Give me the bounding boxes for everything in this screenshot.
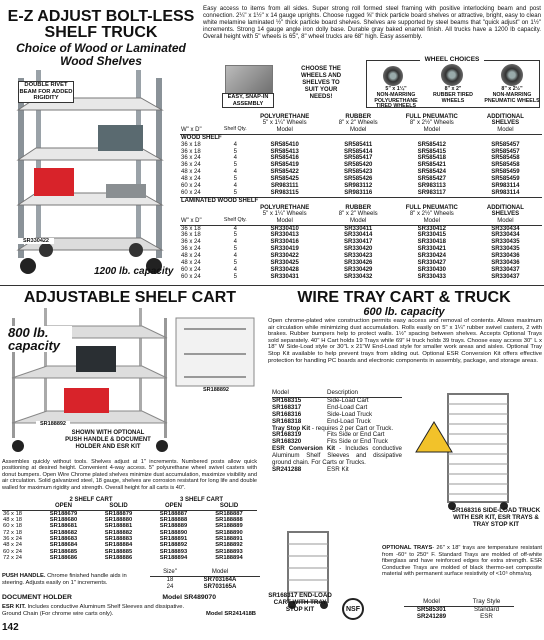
- table-cell: SR983117: [417, 189, 446, 196]
- esr-model: SR241288: [272, 465, 302, 473]
- table-cell: SR330437: [491, 273, 520, 280]
- model-label: Model: [423, 126, 440, 133]
- table-cell: SR330418: [417, 239, 446, 246]
- shown-caption: SHOWN WITH OPTIONAL PUSH HANDLE & DOCUMENT HOLDER AND ESR KIT: [65, 430, 151, 450]
- table-cell: 4: [233, 155, 238, 162]
- model-label: Model: [497, 126, 514, 133]
- description-head: Description: [327, 389, 358, 396]
- table-cell: SR188686: [49, 554, 78, 561]
- table-cell: 36 x 18: [3, 510, 23, 517]
- table-cell: 48 x 24: [181, 253, 201, 260]
- table-cell: SR585418: [417, 155, 446, 162]
- table-cell: 5: [233, 232, 238, 239]
- subtitle-line-1: Choice of Wood or Laminated: [16, 41, 186, 55]
- table-cell: SR188888: [159, 517, 188, 524]
- table-cell: 60 x 24: [181, 183, 201, 190]
- item-description: Side-Load Truck: [327, 410, 373, 418]
- table-cell: SR585417: [344, 155, 373, 162]
- table-cell: 4: [233, 225, 238, 232]
- item-description: End-Load Truck: [327, 417, 371, 425]
- table-cell: SR330430: [417, 266, 446, 273]
- table-cell: SR188891: [215, 536, 243, 542]
- table-cell: SR188893: [159, 548, 188, 555]
- table-cell: 5: [233, 246, 238, 253]
- model-label: Model: [497, 217, 514, 224]
- table-row: [180, 162, 542, 169]
- shelf-qty-label: Shelf Qty.: [223, 217, 247, 224]
- table-cell: SR330417: [344, 239, 373, 246]
- table-cell: 5: [233, 176, 238, 183]
- table-cell: 48 x 18: [3, 517, 23, 524]
- table-cell: SR188887: [159, 510, 188, 517]
- table-cell: SR330431: [270, 273, 299, 280]
- table-cell: SR983114: [491, 189, 520, 196]
- table-cell: 4: [233, 253, 238, 260]
- table-row: [180, 190, 542, 197]
- col-head-pneumatic: FULL PNEUMATIC 8" x 2½" Wheels: [405, 114, 458, 127]
- item-description: Fits Side or End Truck: [327, 438, 388, 446]
- table-cell: 48 x 24: [3, 542, 23, 549]
- cart-description: Assembles quickly without tools. Shelves adjust at 1" increments. Numbered posts allow quick positioning at desired height. Convenient 4-way access. 5" polyurethane wheel swivel casters with donut bumpers. Open Wire Chrome plated shelves minimize dust accumulation, maximize visibility and air circulation. Solid galvanized steel, 18 gauge, shelves are corrosion resistant for long life and double walled for maximum rigidity and strength. Overall height for all carts is 40".: [2, 459, 257, 491]
- wire-tray-model-table: [272, 390, 402, 474]
- table-cell: SR585419: [270, 162, 299, 169]
- table-cell: 36 x 24: [181, 162, 201, 169]
- table-cell: SR330423: [344, 253, 373, 260]
- table-cell: 5: [233, 148, 238, 155]
- table-cell: SR188894: [159, 554, 188, 561]
- table-cell: SR330426: [344, 260, 373, 267]
- esr-conversion-kit: ESR Conversion Kit - Includes conductive Aluminum Shelf Sleeves and dissipative ground chain. For Carts or Trucks.: [272, 445, 402, 467]
- table-row: [180, 274, 542, 281]
- wheel-choices-title: WHEEL CHOICES: [420, 56, 484, 63]
- table-cell: SR330434: [491, 225, 520, 232]
- truck-model-table: [180, 114, 542, 281]
- page-number: 142: [2, 622, 19, 633]
- table-cell: SR188880: [104, 517, 133, 524]
- model-label: Model: [423, 217, 440, 224]
- table-cell: 36 x 18: [181, 141, 201, 148]
- tray-model-head: Model: [423, 598, 440, 605]
- table-cell: SR330411: [344, 225, 373, 232]
- table-cell: 5: [233, 260, 238, 267]
- push-model: SR703165A: [203, 583, 237, 590]
- table-cell: 5: [233, 273, 238, 280]
- wire-tray-description: Open chrome-plated wire construction permits easy access and removal of contents. Allows maximum air circulation while minimizing dust accumulation. Rolls easily on 5" x 1¼" rubber swivel casters, 2 with brakes. Rubber bumpers help to protect walls. 1½" spacing between shelves. Accepts Optional Trays sold separately. 40" H Cart holds 19 Trays while 69" H truck holds 39 trays. Choose easy access 30" L x 18" W Side-Load style or 30"L x 21"W End-Load style for smaller work areas and aisles. Optional Tray Stop Kit available to help prevent trays from sliding out. Optional ESR Conversion Kit offers effective protection for handling PC boards and electronic components in assembly, package, and storage areas.: [268, 318, 542, 364]
- three-shelf-group: 3 SHELF CART: [179, 497, 223, 503]
- table-cell: SR330427: [417, 260, 446, 267]
- table-cell: 60 x 24: [181, 273, 201, 280]
- esr-desc: ESR Kit: [327, 465, 349, 473]
- item-description: Side-Load Cart: [327, 396, 369, 404]
- table-row: [180, 267, 542, 274]
- table-cell: 36 x 24: [181, 246, 201, 253]
- table-cell: 72 x 18: [3, 529, 23, 536]
- solid-label: SOLID: [109, 503, 128, 510]
- pneumatic-wheel-icon: [501, 64, 523, 86]
- wd-label: W" x D": [181, 217, 202, 224]
- table-cell: SR330425: [270, 260, 299, 267]
- table-cell: SR188684: [49, 542, 78, 549]
- item-model: SR168316: [272, 410, 302, 418]
- table-cell: SR585415: [417, 148, 446, 155]
- model-label: Model: [211, 569, 229, 575]
- table-row: [180, 142, 542, 149]
- table-row: [180, 239, 542, 246]
- model-label: Model: [276, 126, 293, 133]
- wheel-choice-3: 8" x 2½" NON-MARRING PNEUMATIC WHEELS: [484, 86, 540, 104]
- table-cell: SR585459: [491, 169, 520, 176]
- col-head-additional: ADDITIONAL SHELVES: [486, 114, 524, 127]
- table-cell: SR585421: [417, 162, 446, 169]
- item-model: SR168319: [272, 431, 302, 439]
- table-cell: 36 x 18: [181, 148, 201, 155]
- push-size: 24: [166, 583, 174, 590]
- table-cell: SR330433: [417, 273, 446, 280]
- table-cell: SR585410: [270, 141, 299, 148]
- table-cell: SR983115: [270, 189, 299, 196]
- table-cell: SR330436: [491, 253, 520, 260]
- table-cell: 4: [233, 266, 238, 273]
- col-head-rubber: RUBBER 8" x 2" Wheels: [338, 204, 378, 218]
- item-model: SR168320: [272, 438, 302, 446]
- table-cell: SR188892: [159, 542, 188, 549]
- table-cell: SR330412: [417, 225, 446, 232]
- table-cell: SR585425: [270, 176, 299, 183]
- col-head-poly: POLYURETHANE 5" x 1¼" Wheels: [260, 114, 310, 127]
- wheel-choice-1: 5" x 1¼" NON-MARRING POLYURETHANE TIRED WHEELS: [374, 86, 418, 110]
- table-row: [180, 253, 542, 260]
- table-cell: 48 x 24: [181, 176, 201, 183]
- section-divider: [0, 285, 544, 286]
- cart-model-table: [2, 497, 257, 561]
- push-handle-table: [150, 569, 260, 590]
- table-cell: 36 x 24: [3, 536, 23, 542]
- table-cell: 36 x 24: [181, 155, 201, 162]
- item-description: Fits Side or End Cart: [327, 431, 385, 439]
- table-cell: SR330435: [491, 246, 520, 253]
- shelf-qty-label: Shelf Qty.: [223, 126, 247, 133]
- table-row: [180, 155, 542, 162]
- table-cell: SR585426: [344, 176, 373, 183]
- table-cell: 36 x 18: [181, 225, 201, 232]
- table-row: [180, 176, 542, 183]
- col-head-rubber: RUBBER 8" x 2" Wheels: [338, 114, 378, 127]
- table-cell: SR585413: [270, 148, 299, 155]
- two-shelf-group: 2 SHELF CART: [69, 497, 113, 503]
- table-cell: SR330416: [270, 239, 299, 246]
- table-cell: 60 x 24: [181, 189, 201, 196]
- table-row: [2, 555, 257, 561]
- end-load-caption: SR168317 END-LOAD CART WITH TRAY STOP KIT: [268, 592, 332, 613]
- table-cell: SR188882: [104, 529, 133, 536]
- table-cell: 60 x 24: [181, 266, 201, 273]
- table-cell: SR188891: [159, 536, 188, 542]
- table-cell: SR188889: [159, 523, 188, 530]
- tray-style: ESR: [480, 612, 493, 620]
- cart-photo-model: SR188892: [36, 421, 70, 427]
- size-label: Size": [163, 569, 177, 575]
- rubber-wheel-icon: [441, 64, 463, 86]
- col-head-poly: POLYURETHANE 5" x 1¼" Wheels: [260, 204, 310, 218]
- side-load-caption: SR168316 SIDE-LOAD TRUCK WITH ESR KIT, ESR TRAYS & TRAY STOP KIT: [451, 507, 541, 528]
- choose-callout: CHOOSE THE WHEELS AND SHELVES TO SUIT YOUR NEEDS!: [296, 66, 346, 101]
- wire-tray-title: WIRE TRAY CART & TRUCK: [297, 289, 511, 306]
- table-cell: SR188881: [104, 523, 133, 530]
- push-size: 18: [166, 576, 174, 583]
- table-cell: SR585423: [344, 169, 373, 176]
- table-cell: 5: [233, 189, 238, 196]
- side-load-truck-photo: [408, 392, 542, 512]
- table-cell: SR188879: [104, 510, 133, 517]
- table-cell: SR330419: [270, 246, 299, 253]
- esr-kit-text: ESR KIT. Includes conductive Aluminum Shelf Sleeves and dissipative. Ground Chain (For chrome wire carts only). Model SR241418B: [2, 604, 256, 617]
- table-cell: 5: [233, 162, 238, 169]
- table-cell: SR188890: [215, 529, 243, 536]
- open-label: OPEN: [164, 503, 182, 510]
- table-cell: SR585427: [417, 176, 446, 183]
- table-cell: SR585457: [491, 148, 520, 155]
- tray-style-head: Tray Style: [472, 598, 501, 605]
- table-cell: SR330422: [270, 253, 299, 260]
- table-cell: 36 x 18: [181, 232, 201, 239]
- table-cell: SR188886: [104, 554, 133, 561]
- table-cell: SR585458: [491, 162, 520, 169]
- item-model: SR168318: [272, 417, 302, 425]
- tray-model: SR241289: [416, 612, 447, 620]
- item-model: SR168317: [272, 403, 302, 411]
- table-cell: SR330429: [344, 266, 373, 273]
- table-row: [180, 232, 542, 239]
- table-cell: SR330420: [344, 246, 373, 253]
- table-cell: SR188681: [49, 523, 78, 530]
- solid-label: SOLID: [219, 503, 239, 510]
- table-cell: SR330414: [344, 232, 373, 239]
- model-label: Model: [276, 217, 293, 224]
- table-cell: SR585422: [270, 169, 299, 176]
- tray-model-table: [404, 599, 514, 621]
- table-cell: SR983116: [344, 189, 373, 196]
- table-cell: SR188885: [104, 548, 133, 555]
- table-cell: SR188682: [49, 529, 78, 536]
- optional-trays-text: OPTIONAL TRAYS- 26" x 18" trays are temperature resistant from -60° to 250° F. Standard Trays are molded of off-white fiberglass and have reinforced edges for extra strength. ESR Conductive Trays are molded of black thermo-set composite material with permanent surface resistivity of <10⁵ ohms/sq.: [382, 545, 542, 577]
- table-cell: SR330436: [491, 260, 520, 267]
- table-cell: SR983111: [270, 183, 299, 190]
- polyurethane-wheel-icon: [383, 66, 403, 86]
- table-cell: 48 x 24: [181, 169, 201, 176]
- table-cell: SR330432: [344, 273, 373, 280]
- table-cell: SR585457: [491, 141, 520, 148]
- col-head-pneumatic: FULL PNEUMATIC 8" x 2½" Wheels: [405, 204, 458, 218]
- table-cell: 48 x 24: [181, 260, 201, 267]
- table-cell: 4: [233, 169, 238, 176]
- tray-stop-kit-row: Tray Stop Kit - requires 2 per Cart or Truck.: [272, 424, 394, 432]
- table-cell: SR585459: [491, 176, 520, 183]
- push-model: SR703164A: [203, 576, 237, 583]
- wood-shelf-label: WOOD SHELF: [181, 134, 222, 141]
- model-label: Model: [350, 217, 367, 224]
- laminated-shelf-label: LAMINATED WOOD SHELF: [180, 197, 542, 204]
- table-cell: 72 x 24: [3, 554, 23, 561]
- table-cell: SR585420: [344, 162, 373, 169]
- table-cell: SR585411: [344, 141, 373, 148]
- table-row: [180, 169, 542, 176]
- shelf-cart-title: ADJUSTABLE SHELF CART: [23, 289, 237, 306]
- cart-photo2-model: SR188892: [203, 387, 229, 393]
- table-row: [2, 510, 257, 517]
- table-cell: SR585424: [417, 169, 446, 176]
- wd-label: W" x D": [181, 126, 202, 133]
- table-cell: SR330424: [417, 253, 446, 260]
- table-cell: SR330437: [491, 266, 520, 273]
- cart-capacity: 800 lb. capacity: [8, 326, 72, 352]
- table-row: [180, 246, 542, 253]
- table-cell: SR188683: [49, 536, 78, 542]
- table-cell: SR188888: [215, 517, 243, 524]
- table-cell: SR585416: [270, 155, 299, 162]
- rivet-callout: DOUBLE RIVET BEAM FOR ADDED RIGIDITY: [19, 82, 73, 102]
- wire-tray-capacity: 600 lb. capacity: [363, 306, 445, 318]
- title-line-1: E-Z ADJUST BOLT-LESS: [7, 8, 195, 25]
- table-cell: 36 x 24: [181, 239, 201, 246]
- table-cell: SR330434: [491, 232, 520, 239]
- table-cell: 4: [233, 141, 238, 148]
- table-row: [180, 183, 542, 190]
- table-cell: 4: [233, 183, 238, 190]
- table-cell: SR330415: [417, 232, 446, 239]
- item-description: End-Load Cart: [327, 403, 368, 411]
- table-cell: 60 x 18: [3, 523, 23, 530]
- table-cell: SR188679: [49, 510, 78, 517]
- table-cell: SR585414: [344, 148, 373, 155]
- table-row: [180, 260, 542, 267]
- table-cell: SR188685: [49, 548, 78, 555]
- title-line-2: SHELF TRUCK: [44, 24, 158, 41]
- table-cell: SR983114: [491, 183, 520, 190]
- tray-model: SR585301: [416, 605, 447, 613]
- table-cell: SR585458: [491, 155, 520, 162]
- model-head: Model: [272, 389, 289, 396]
- document-holder-row: DOCUMENT HOLDER Model SR489070: [2, 594, 216, 601]
- table-cell: SR188680: [49, 517, 78, 524]
- table-cell: SR330435: [491, 239, 520, 246]
- tray-style: Standard: [473, 605, 500, 613]
- table-cell: 60 x 24: [3, 548, 23, 555]
- intro-description: Easy access to items from all sides. Super strong roll formed steel framing with positive interlocking beam and post connection. 2¼" x 1½" x 14 gauge uprights. Choose rugged ⅝" thick particle board shelves or attractive, bright, easy to clean white melamine laminated ½" thick particle board shelves. Shelves are supported by steel beams that "quick adjust" on 1½" increments. Strong 14 gauge angle iron dolly base. Durable gray baked enamel finish. All trucks have a 1200 lb capacity. Overall height with 5" wheels is 65", 8" wheel trucks are 68" high. Easy assembly.: [203, 5, 541, 40]
- table-cell: SR983112: [344, 183, 373, 190]
- nsf-logo: NSF: [342, 598, 364, 620]
- col-head-additional: ADDITIONAL SHELVES: [486, 204, 524, 218]
- table-cell: SR330428: [270, 266, 299, 273]
- table-cell: SR330413: [270, 232, 299, 239]
- item-model: SR168315: [272, 396, 302, 404]
- table-cell: 4: [233, 239, 238, 246]
- table-row: [180, 225, 542, 232]
- table-cell: SR188894: [215, 554, 243, 561]
- truck-capacity: 1200 lb. capacity: [94, 266, 174, 277]
- table-cell: SR188884: [104, 542, 133, 549]
- subtitle-line-2: Wood Shelves: [60, 54, 142, 68]
- model-label: Model: [350, 126, 367, 133]
- table-row: [180, 149, 542, 156]
- table-cell: SR188890: [159, 529, 188, 536]
- wheel-choice-2: 8" x 2" RUBBER TIRED WHEELS: [432, 86, 474, 104]
- table-cell: SR585412: [417, 141, 446, 148]
- table-cell: SR330410: [270, 225, 299, 232]
- table-cell: SR188893: [215, 548, 243, 555]
- assembly-callout: EASY, SNAP-IN ASSEMBLY: [222, 93, 274, 108]
- truck-photo-model: SR330422: [18, 238, 54, 244]
- table-cell: SR330421: [417, 246, 446, 253]
- table-cell: SR188887: [215, 510, 243, 517]
- table-cell: SR188892: [215, 542, 243, 549]
- open-label: OPEN: [54, 503, 72, 510]
- table-cell: SR983113: [417, 183, 446, 190]
- table-cell: SR188883: [104, 536, 133, 542]
- push-handle-text: PUSH HANDLE. Chrome finished handle aids in steering. Adjusts easily on 1" increments.: [2, 573, 127, 586]
- table-cell: SR188889: [215, 523, 243, 530]
